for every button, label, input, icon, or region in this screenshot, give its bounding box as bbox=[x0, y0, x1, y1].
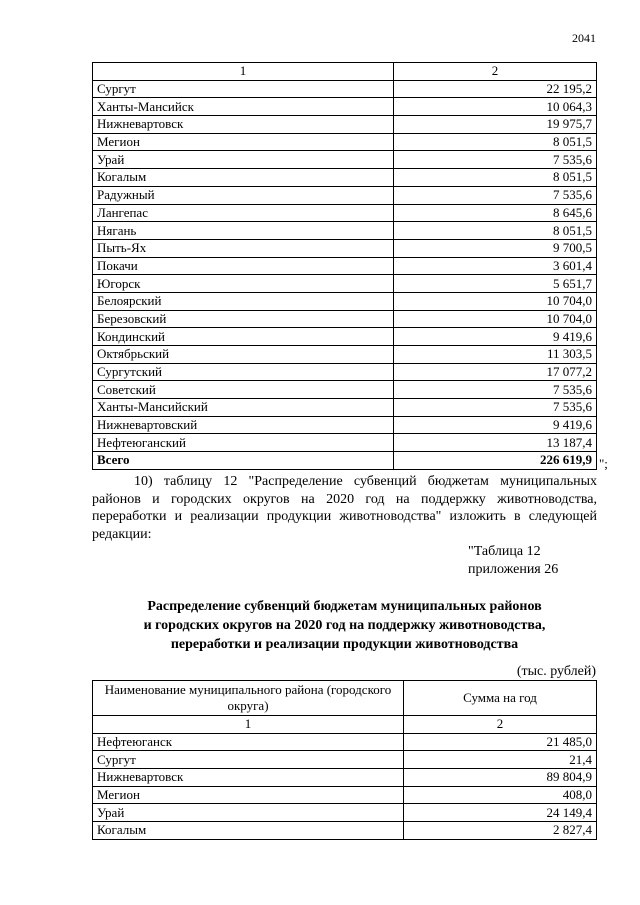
page-number: 2041 bbox=[572, 31, 596, 45]
amount-value: 408,0 bbox=[404, 786, 597, 804]
amount-value: 11 303,5 bbox=[394, 346, 597, 364]
district-name: Нижневартовский bbox=[93, 416, 394, 434]
amount-value: 9 419,6 bbox=[394, 328, 597, 346]
column-number-row bbox=[93, 716, 597, 734]
table-row bbox=[93, 204, 597, 222]
table-closing-mark: "; bbox=[599, 456, 608, 471]
amount-value: 22 195,2 bbox=[394, 80, 597, 98]
table-row bbox=[93, 151, 597, 169]
header-district: Наименование муниципального района (городского округа) bbox=[93, 681, 404, 716]
column-number-2: 2 bbox=[394, 63, 597, 81]
amount-value: 10 064,3 bbox=[394, 98, 597, 116]
amount-value: 7 535,6 bbox=[394, 151, 597, 169]
district-name: Нягань bbox=[93, 222, 394, 240]
district-name: Ханты-Мансийский bbox=[93, 399, 394, 417]
table-row bbox=[93, 133, 597, 151]
amount-value: 89 804,9 bbox=[404, 769, 597, 787]
table-row bbox=[93, 363, 597, 381]
district-name: Урай bbox=[93, 804, 404, 822]
heading-line-2: и городских округов на 2020 год на поддержку животноводства, bbox=[143, 618, 546, 633]
header-row bbox=[93, 681, 597, 716]
table-row bbox=[93, 310, 597, 328]
amendment-text: 10) таблицу 12 "Распределение субвенций бюджетам муниципальных районов и городских округов на 2020 год на поддержку животноводства, переработки и реализации продукции животноводства" изложить в следующей редакции: bbox=[92, 474, 597, 542]
district-name: Лангепас bbox=[93, 204, 394, 222]
district-name: Сургут bbox=[93, 751, 404, 769]
table-row bbox=[93, 169, 597, 187]
amount-value: 9 700,5 bbox=[394, 239, 597, 257]
table-row bbox=[93, 222, 597, 240]
district-name: Сургутский bbox=[93, 363, 394, 381]
table-row bbox=[93, 80, 597, 98]
district-name: Мегион bbox=[93, 786, 404, 804]
header-amount: Сумма на год bbox=[404, 681, 597, 716]
subsidy-table-continued bbox=[92, 62, 597, 470]
table-row bbox=[93, 733, 597, 751]
units-label: (тыс. рублей) bbox=[516, 664, 596, 679]
table-row bbox=[93, 239, 597, 257]
district-name: Когалым bbox=[93, 169, 394, 187]
amount-value: 8 051,5 bbox=[394, 133, 597, 151]
district-name: Кондинский bbox=[93, 328, 394, 346]
district-name: Нижневартовск bbox=[93, 116, 394, 134]
amount-value: 7 535,6 bbox=[394, 381, 597, 399]
table-row bbox=[93, 769, 597, 787]
district-name: Когалым bbox=[93, 822, 404, 840]
total-label: Всего bbox=[93, 452, 394, 470]
table-row bbox=[93, 328, 597, 346]
district-name: Радужный bbox=[93, 186, 394, 204]
table-row bbox=[93, 257, 597, 275]
subsidy-table-12 bbox=[92, 680, 597, 840]
table-heading bbox=[92, 597, 597, 654]
table-row bbox=[93, 381, 597, 399]
district-name: Березовский bbox=[93, 310, 394, 328]
amount-value: 10 704,0 bbox=[394, 292, 597, 310]
amount-value: 2 827,4 bbox=[404, 822, 597, 840]
amount-value: 19 975,7 bbox=[394, 116, 597, 134]
district-name: Октябрьский bbox=[93, 346, 394, 364]
amendment-paragraph bbox=[92, 473, 597, 543]
table-row bbox=[93, 399, 597, 417]
amount-value: 5 651,7 bbox=[394, 275, 597, 293]
table-row bbox=[93, 751, 597, 769]
table-row bbox=[93, 98, 597, 116]
column-number-2: 2 bbox=[404, 716, 597, 734]
amount-value: 24 149,4 bbox=[404, 804, 597, 822]
total-row bbox=[93, 452, 597, 470]
district-name: Нефтеюганский bbox=[93, 434, 394, 452]
district-name: Мегион bbox=[93, 133, 394, 151]
district-name: Сургут bbox=[93, 80, 394, 98]
district-name: Нефтеюганск bbox=[93, 733, 404, 751]
table-row bbox=[93, 292, 597, 310]
table-row bbox=[93, 116, 597, 134]
amount-value: 8 645,6 bbox=[394, 204, 597, 222]
table-row bbox=[93, 786, 597, 804]
district-name: Белоярский bbox=[93, 292, 394, 310]
district-name: Урай bbox=[93, 151, 394, 169]
amount-value: 21,4 bbox=[404, 751, 597, 769]
heading-line-1: Распределение субвенций бюджетам муниципальных районов bbox=[147, 599, 542, 614]
amount-value: 7 535,6 bbox=[394, 186, 597, 204]
table-caption-line-1: "Таблица 12 bbox=[468, 544, 541, 559]
amount-value: 8 051,5 bbox=[394, 169, 597, 187]
total-value: 226 619,9 bbox=[394, 452, 597, 470]
amount-value: 17 077,2 bbox=[394, 363, 597, 381]
table-caption-line-2: приложения 26 bbox=[468, 562, 559, 577]
column-number-1: 1 bbox=[93, 63, 394, 81]
table-row bbox=[93, 822, 597, 840]
district-name: Нижневартовск bbox=[93, 769, 404, 787]
column-number-1: 1 bbox=[93, 716, 404, 734]
table-row bbox=[93, 416, 597, 434]
heading-line-3: переработки и реализации продукции животноводства bbox=[170, 637, 519, 652]
table-row bbox=[93, 434, 597, 452]
table-row bbox=[93, 346, 597, 364]
district-name: Ханты-Мансийск bbox=[93, 98, 394, 116]
table-row bbox=[93, 186, 597, 204]
district-name: Пыть-Ях bbox=[93, 239, 394, 257]
amount-value: 8 051,5 bbox=[394, 222, 597, 240]
district-name: Югорск bbox=[93, 275, 394, 293]
amount-value: 21 485,0 bbox=[404, 733, 597, 751]
district-name: Покачи bbox=[93, 257, 394, 275]
amount-value: 13 187,4 bbox=[394, 434, 597, 452]
district-name: Советский bbox=[93, 381, 394, 399]
amount-value: 9 419,6 bbox=[394, 416, 597, 434]
column-number-row bbox=[93, 63, 597, 81]
table-row bbox=[93, 804, 597, 822]
table-row bbox=[93, 275, 597, 293]
amount-value: 3 601,4 bbox=[394, 257, 597, 275]
amount-value: 7 535,6 bbox=[394, 399, 597, 417]
amount-value: 10 704,0 bbox=[394, 310, 597, 328]
